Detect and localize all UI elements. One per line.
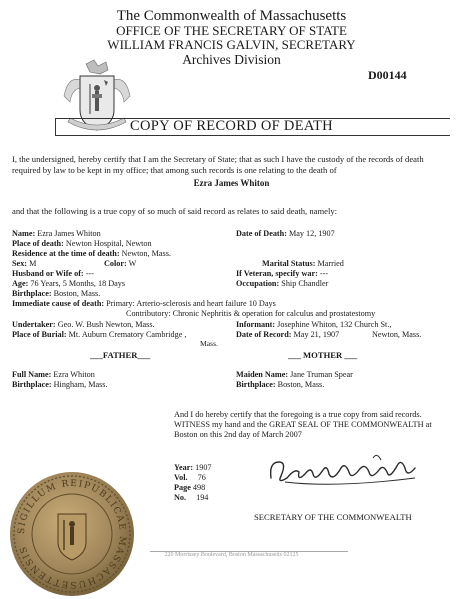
- field-date-of-death: Date of Death: May 12, 1907: [236, 229, 335, 238]
- field-name: Name: Ezra James Whiton: [12, 229, 101, 238]
- document-title: COPY OF RECORD OF DEATH: [130, 118, 333, 134]
- decedent-name: Ezra James Whiton: [193, 178, 270, 188]
- volume-number: No. 194: [174, 493, 209, 502]
- followup-paragraph: and that the following is a true copy of so much of said record as relates to said death, namely:: [12, 206, 338, 216]
- certification-paragraph: And I do hereby certify that the foregoing is a true copy from said records. WITNESS my hand and the GREAT SEAL OF THE COMMONWEALTH at Boston on this 2nd day of March 2007: [174, 410, 432, 439]
- document-number: D00144: [368, 68, 407, 82]
- field-cause: Immediate cause of death: Primary: Arterio-sclerosis and heart failure 10 Days: [12, 299, 276, 308]
- field-record-place: Newton, Mass.: [372, 330, 422, 339]
- field-date-of-record: Date of Record: May 21, 1907: [236, 330, 340, 339]
- volume-page: Page 498: [174, 483, 206, 492]
- header-division: Archives Division: [182, 52, 281, 67]
- title-rule-left: [55, 118, 56, 136]
- secretary-title: SECRETARY OF THE COMMONWEALTH: [254, 512, 412, 522]
- coat-of-arms-icon: [58, 58, 136, 138]
- field-residence: Residence at the time of death: Newton, Mass.: [12, 249, 171, 258]
- title-rule-bottom: [55, 135, 450, 136]
- field-burial-state: Mass.: [200, 339, 218, 348]
- footer-address: 220 Morrissey Boulevard, Boston Massachusetts 02125: [164, 552, 299, 558]
- father-name: Full Name: Ezra Whiton: [12, 370, 95, 379]
- field-contributory: Contributory: Chronic Nephritis & operation for calculus and prostatestomy: [126, 309, 376, 318]
- field-occupation: Occupation: Ship Chandler: [236, 279, 329, 288]
- field-place-of-death: Place of death: Newton Hospital, Newton: [12, 239, 152, 248]
- volume-year: Year: 1907: [174, 463, 212, 472]
- signature-image: [265, 448, 425, 492]
- field-marital-status: Marital Status: Married: [262, 259, 344, 268]
- field-informant: Informant: Josephine Whiton, 132 Church St.,: [236, 320, 392, 329]
- field-birthplace: Birthplace: Boston, Mass.: [12, 289, 101, 298]
- field-burial: Place of Burial: Mt. Auburn Crematory Cambridge ,: [12, 330, 187, 339]
- field-veteran: If Veteran, specify war: ---: [236, 269, 329, 278]
- header-secretary: WILLIAM FRANCIS GALVIN, SECRETARY: [107, 37, 356, 52]
- father-heading: ___FATHER___: [90, 350, 151, 360]
- volume-vol: Vol. 76: [174, 473, 206, 482]
- header-commonwealth: The Commonwealth of Massachusetts: [116, 8, 347, 24]
- header-office: OFFICE OF THE SECRETARY OF STATE: [116, 23, 347, 38]
- great-seal-icon: [8, 470, 136, 598]
- field-age: Age: 76 Years, 5 Months, 18 Days: [12, 279, 126, 288]
- father-birthplace: Birthplace: Hingham, Mass.: [12, 380, 108, 389]
- svg-text:SIGILLUM REIPUBLICAE MASSACHUS: SIGILLUM REIPUBLICAE MASSACHUSETTENSIS: [16, 478, 128, 590]
- field-spouse: Husband or Wife of: ---: [12, 269, 94, 278]
- field-color: Color: W: [104, 259, 137, 268]
- mother-heading: ___ MOTHER ___: [288, 350, 358, 360]
- field-undertaker: Undertaker: Geo. W. Bush Newton, Mass.: [12, 320, 155, 329]
- mother-birthplace: Birthplace: Boston, Mass.: [236, 380, 325, 389]
- mother-maiden-name: Maiden Name: Jane Truman Spear: [236, 370, 353, 379]
- field-sex: Sex: M: [12, 259, 37, 268]
- intro-paragraph: I, the undersigned, hereby certify that I am the Secretary of State; that as such I have the custody of the records of death required by law to be kept in my office; that among such records is one relating to the death of: [12, 154, 424, 175]
